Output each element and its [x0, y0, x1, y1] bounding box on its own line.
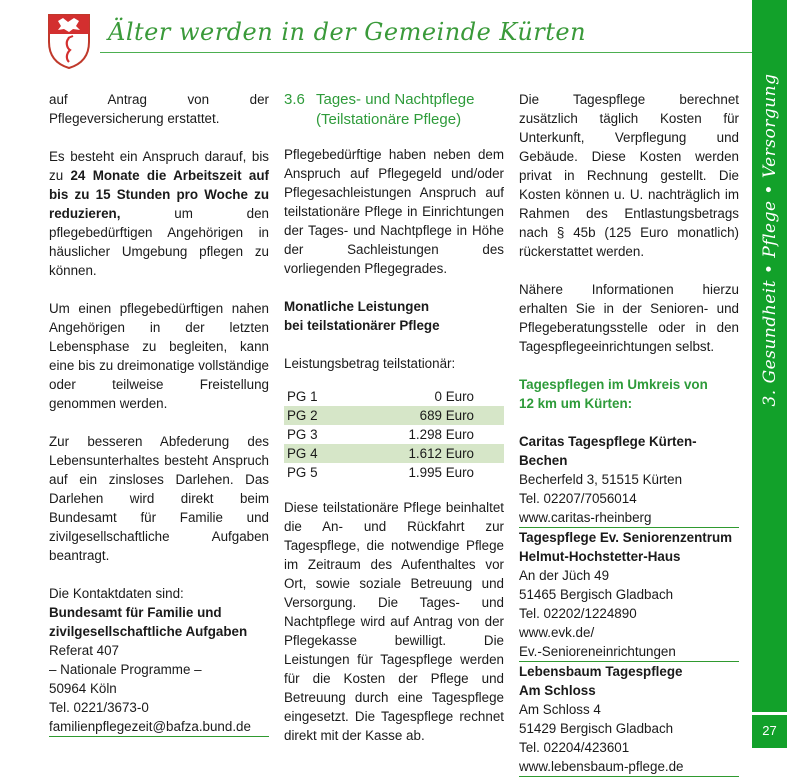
page-number: 27: [752, 712, 787, 748]
benefit-amount: 1.995 Euro: [408, 465, 474, 480]
facility-phone: Tel. 02202/1224890: [519, 606, 637, 621]
benefit-amount: 0 Euro: [434, 389, 474, 404]
amount-label: Leistungsbetrag teilstationär:: [284, 356, 456, 371]
facility-website[interactable]: www.caritas-rheinberg: [519, 510, 652, 525]
paragraph-intro: Pflegebedürftige haben neben dem Anspruch auf Pflegegeld und/oder Pflegesachleistungen Anspruch auf teilstationäre Pflege in Einrichtungen der Tages- und Nachtpflege in Höhe der Sachleistungen des vorliegenden Pflegegrades.: [284, 147, 504, 276]
header-divider: [100, 52, 752, 53]
facility-address: Becherfeld 3, 51515 Kürten: [519, 472, 683, 487]
facility-website[interactable]: www.lebensbaum-pflege.de: [519, 759, 684, 774]
contact-department: Referat 407: [49, 643, 119, 658]
column-left: [49, 90, 269, 737]
facility-phone: Tel. 02207/7056014: [519, 491, 637, 506]
facility-name-line2: Helmut-Hochstetter-Haus: [519, 549, 681, 564]
contact-intro: Die Kontaktdaten sind:: [49, 586, 184, 601]
chapter-sidebar-label: 3. Gesundheit • Pflege • Versorgung: [759, 73, 780, 407]
benefit-amount: 1.298 Euro: [408, 427, 474, 442]
section-heading: [284, 90, 504, 130]
monthly-benefits-subheading: bei teilstationärer Pflege: [284, 318, 440, 333]
benefit-table-row: [284, 406, 504, 425]
facility-street: An der Jüch 49: [519, 568, 610, 583]
nearby-heading-line2: 12 km um Kürten:: [519, 396, 633, 411]
facility-caritas: [519, 432, 739, 527]
facility-lebensbaum: [519, 662, 739, 776]
facility-website[interactable]: www.evk.de/: [519, 625, 595, 640]
paragraph-worktime: Es besteht ein Anspruch darauf, bis zu 24 Monate die Arbeitszeit auf bis zu 15 Stunden pro Woche zu reduzieren, um den pflegebedürftigen Angehörigen in häuslicher Umgebung pflegen zu können.: [49, 149, 269, 278]
facility-evk: [519, 528, 739, 661]
benefit-amount: 1.612 Euro: [343, 444, 504, 463]
nearby-heading-line1: Tagespflegen im Umkreis von: [519, 377, 708, 392]
section-number: 3.6: [284, 91, 305, 108]
contact-divider: [49, 736, 269, 737]
facility-website-line2[interactable]: Ev.-Senioreneinrichtungen: [519, 644, 676, 659]
facility-city: 51465 Bergisch Gladbach: [519, 587, 674, 602]
paragraph-refund: auf Antrag von der Pflegeversicherung erstattet.: [49, 92, 269, 126]
page-title: Älter werden in der Gemeinde Kürten: [108, 18, 587, 46]
paragraph-end-of-life: Um einen pflegebedürftigen nahen Angehörigen in der letzten Lebensphase zu begleiten, kann eine bis zu dreimonatige vollständige oder teilweise Freistellung genommen werden.: [49, 301, 269, 411]
facility-name: Lebensbaum Tagespflege: [519, 664, 683, 679]
column-middle: [284, 90, 504, 745]
facility-city: 51429 Bergisch Gladbach: [519, 721, 674, 736]
paragraph-costs: Die Tagespflege berechnet zusätzlich täglich Kosten für Unterkunft, Verpflegung und Gebäude. Diese Kosten werden privat in Rechnung gestellt. Die Kosten können u. U. nachträglich im Rahmen des Entlastungsbetrags nach § 45b (125 Euro monatlich) rückerstattet werden.: [519, 92, 739, 259]
care-grade: PG 1: [287, 389, 318, 404]
page-header: [0, 0, 752, 80]
contact-organisation: Bundesamt für Familie und zivilgesellschaftliche Aufgaben: [49, 605, 248, 639]
chapter-sidebar-label-wrap: [752, 0, 787, 712]
care-grade: PG 2: [284, 406, 343, 425]
contact-email[interactable]: familienpflegezeit@bafza.bund.de: [49, 719, 251, 734]
facility-name: Caritas Tagespflege Kürten-Bechen: [519, 434, 697, 468]
care-grade: PG 4: [284, 444, 343, 463]
paragraph-services: Diese teilstationäre Pflege beinhaltet die An- und Rückfahrt zur Tagespflege, die notwendige Pflege im Zeitraum des Aufenthaltes vor Ort, sowie soziale Betreuung und Versorgung. Die Tages- und Nachtpflege wird auf Antrag von der Pflegekasse bewilligt. Die Leistungen für Tagespflege werden für die Kosten der Pflege und Betreuung durch eine Tagespflege eingesetzt. Die Tagespflege rechnet direkt mit der Kasse ab.: [284, 500, 504, 743]
care-grade: PG 3: [287, 427, 318, 442]
care-grade: PG 5: [287, 465, 318, 480]
facility-phone: Tel. 02204/423601: [519, 740, 630, 755]
paragraph-loan: Zur besseren Abfederung des Lebensunterhaltes besteht Anspruch auf ein zinsloses Darlehen. Das Darlehen wird direkt beim Bundesamt für Familie und zivilgesellschaftliche Aufgaben beantragt.: [49, 434, 269, 563]
coat-of-arms-icon: [46, 12, 92, 70]
contact-programme: – Nationale Programme –: [49, 662, 202, 677]
facility-name: Tagespflege Ev. Seniorenzentrum: [519, 530, 733, 545]
paragraph-info: Nähere Informationen hierzu erhalten Sie in der Senioren- und Pflegeberatungsstelle oder in den Tagespflegeeinrichtungen selbst.: [519, 282, 739, 354]
section-title-line1: Tages- und Nachtpflege: [316, 91, 475, 108]
contact-phone: Tel. 0221/3673-0: [49, 700, 149, 715]
benefit-table-row: [284, 463, 504, 482]
benefit-table-row: [284, 425, 504, 444]
benefit-table: [284, 387, 504, 482]
contact-city: 50964 Köln: [49, 681, 117, 696]
section-title-line2: (Teilstationäre Pflege): [316, 111, 462, 128]
benefit-table-row: [284, 387, 504, 406]
benefit-table-row: [284, 444, 504, 463]
monthly-benefits-heading: Monatliche Leistungen: [284, 299, 430, 314]
facility-street: Am Schloss 4: [519, 702, 601, 717]
benefit-amount: 689 Euro: [343, 406, 504, 425]
facility-name-line2: Am Schloss: [519, 683, 596, 698]
column-right: [519, 90, 739, 777]
